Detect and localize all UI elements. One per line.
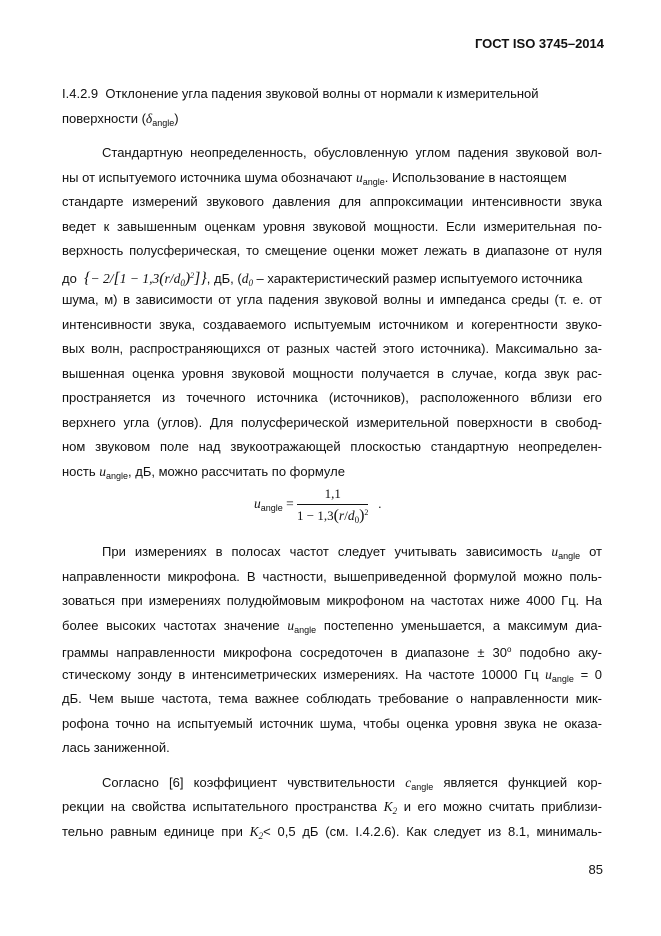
u-angle-symbol: $u_{angle}$: [287, 617, 317, 635]
u-angle-symbol: $u_{angle}$: [551, 544, 581, 561]
delta-symbol: $\delta_{angle}$: [145, 110, 175, 128]
u-angle-symbol: $u_{angle}$: [545, 666, 574, 684]
section-number: I.4.2.9: [62, 86, 99, 101]
formula-u-angle: $u_{angle}$ = $\frac{1,1}{1 - 1,3(r/d_0)^2}$ .: [254, 486, 382, 525]
paragraph-sensitivity-coefficient: Согласно [6] коэффициент чувствительности $c_{angle}$ является функцией кор- рекции на свойства испытательного пространства $K_2$ и его можно считать приблизи- тельно равным единице при $K_2< 0,5$ дБ (см. I.4.2.6). Как следует из 8.1, минималь-: [62, 774, 602, 841]
u-angle-symbol: $u_{angle}$: [355, 169, 385, 187]
formula-denominator: $1 - 1,3(r/d_0)^2$: [297, 504, 368, 525]
section-heading-line: [62, 82, 602, 107]
k2-symbol: $K_2$: [249, 823, 264, 841]
formula-fraction: [297, 486, 368, 525]
u-angle-symbol: $u_{angle}$: [99, 463, 129, 481]
page-number: 85: [588, 862, 603, 877]
k2-symbol: $K_2$: [383, 799, 398, 816]
d0-symbol: $d_0$: [241, 270, 253, 288]
section-heading-line-2: поверхности $(\delta_{angle})$: [62, 110, 179, 128]
paragraph-angle-uncertainty: Стандартную неопределенность, обусловленную углом падения звуковой вол- ны от испытуемого источника шума обозначают $u_{angle}$. Использование в настоящем стандарте измерений звукового давления для аппроксимации интенсивности звука ведет к завышенным оценкам уровня звуковой мощности. Если измерительная по- верхность полусферическая, то смещение оценки может лежать в диапазоне от нуля до {− $2/[1 - 1,3(r/d_0)^2]$}, дБ, ($d_0$ – характеристический размер испытуемого источника шума, м) в зависимости от угла падения звуковой волны и импеданса среды (т. е. от интенсивности звука, создаваемого испытуемым источником и когерентности звуко- вых волн, распространяющихся от разных частей этого источника). Максимально за- вышенная оценка уровня звуковой мощности получается в случае, когда звук рас- пространяется из точечного источника (источников), расположенного вблизи его верхнего угла (углов). Для полусферической измерительной поверхности в свобод- ном звуковом поле над звукоотражающей плоскостью стандартную неопределен- ность $u_{angle}$, дБ, можно рассчитать по формуле: [62, 145, 602, 481]
page-content: [62, 82, 602, 844]
paragraph-frequency-bands: При измерениях в полосах частот следует учитывать зависимость $u_{angle}$ от направленности микрофона. В частности, вышеприведенной формулой можно поль- зоваться при измерениях полудюймовым микрофоном на частотах ниже 4000 Гц. На более высоких частотах значение $u_{angle}$ постепенно уменьшается, а максимум диа- граммы направленности микрофона сосредоточен в диапазоне ± $30^o$ подобно аку- стическому зонду в интенсиметрических измерениях. На частоте 10000 Гц $u_{angle} = 0$ дБ. Чем выше частота, тема важнее соблюдать требование о направленности мик- рофона точно на испытуемый источник шума, чтобы оценка уровня звука не оказа- лась заниженной.: [62, 544, 602, 755]
section-title: Отклонение угла падения звуковой волны от нормали к измерительной: [105, 86, 539, 101]
c-angle-symbol: $c_{angle}$: [405, 774, 434, 792]
angle-range: ± $30^o$: [477, 645, 512, 660]
document-header: ГОСТ ISO 3745–2014: [474, 36, 604, 51]
formula-numerator: 1,1: [324, 486, 341, 501]
formula-lhs: $u_{angle}$ =: [254, 496, 294, 513]
bias-range-expression: {− $2/[1 - 1,3(r/d_0)^2]$}: [84, 269, 207, 288]
